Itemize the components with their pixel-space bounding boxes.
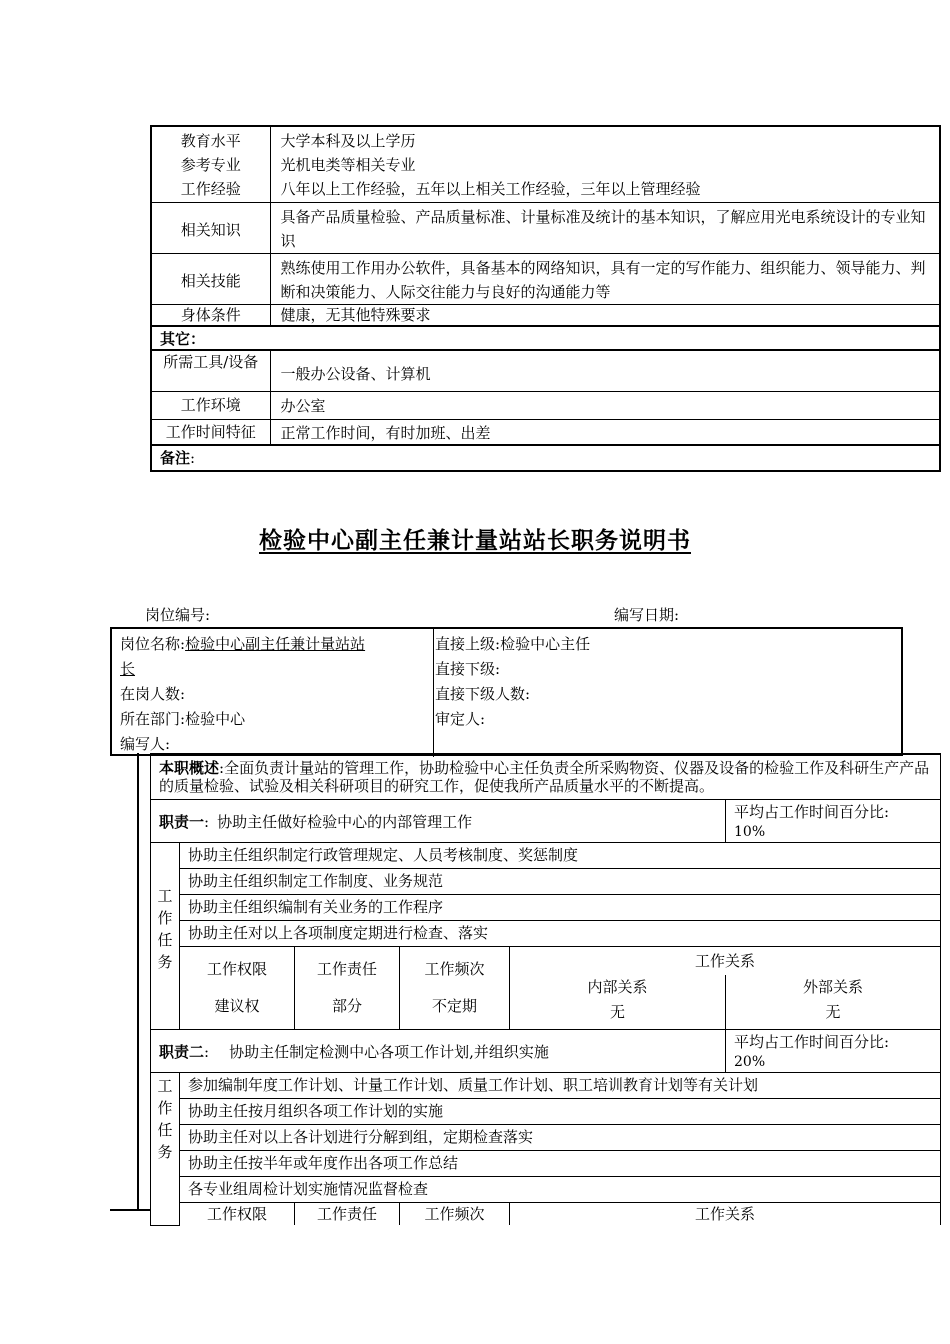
subordinate-label: 直接下级: [435, 660, 501, 678]
tools-label: 所需工具/设备 [151, 350, 270, 392]
duty-2-percent [726, 1030, 941, 1073]
duty-2-authority-header: 工作权限 [180, 1203, 295, 1226]
summary-row [151, 754, 941, 800]
page-title: 检验中心副主任兼计量站站长职务说明书 [259, 528, 691, 554]
summary-colon: : [219, 759, 225, 777]
post-info-right [435, 632, 590, 732]
education-value: 大学本科及以上学历 [280, 132, 416, 150]
duty-2-task-label [151, 1073, 180, 1226]
duty-1-authority: 建议权 [214, 997, 260, 1015]
duty-1-relation-header: 工作关系 [510, 947, 941, 976]
post-number-label: 岗位编号: [145, 606, 211, 624]
remark-heading: 备注 [160, 449, 191, 467]
duty-1-percent [726, 800, 941, 843]
duty-1-task-2: 协助主任组织制定工作制度、业务规范 [180, 869, 941, 895]
duty-2-task-4: 协助主任按半年或年度作出各项工作总结 [180, 1151, 941, 1177]
duty-1-percent-label: 平均占工作时间百分比: [734, 803, 890, 821]
frequency-header: 工作频次 [424, 960, 485, 978]
major-label: 参考专业 [180, 156, 241, 174]
other-heading-colon: ： [190, 330, 206, 348]
time-value: 正常工作时间，有时加班、出差 [270, 420, 940, 446]
duty-1-task-label [151, 843, 180, 1030]
duty-2-task-3: 协助主任对以上各计划进行分解到组，定期检查落实 [180, 1125, 941, 1151]
duty-1-internal-cell [510, 975, 726, 1030]
department-line [120, 707, 433, 732]
duty-2-header [151, 1030, 726, 1073]
authority-header: 工作权限 [206, 960, 267, 978]
post-name-label: 岗位名称: [120, 635, 186, 653]
duty-2-frequency-header: 工作频次 [400, 1203, 510, 1226]
duty-1-responsibility-cell [295, 947, 400, 1030]
summary-label: 本职概述 [159, 759, 220, 777]
environment-value: 办公室 [270, 392, 940, 420]
duty-2-colon: : [204, 1042, 210, 1061]
duty-1-external: 无 [825, 1003, 841, 1021]
duties-table [150, 753, 941, 1226]
duty-2-percent-value: 20% [734, 1054, 766, 1070]
subordinate-count-label: 直接下级人数: [435, 685, 531, 703]
task-label-text: 工作任务 [157, 887, 173, 971]
duty-1-header [151, 800, 726, 843]
summary-text: 全面负责计量站的管理工作，协助检验中心主任负责全所采购物资、仪器及设备的检验工作及科研生产产品的质量检验、试验及相关科研项目的研究工作，促使我所产品质量水平的不断提高。 [159, 759, 930, 795]
write-date-label: 编写日期: [614, 606, 680, 624]
writer-label: 编写人: [120, 735, 171, 753]
duty-2-task-1: 参加编制年度工作计划、计量工作计划、质量工作计划、职工培训教育计划等有关计划 [180, 1073, 941, 1099]
duty-1-authority-cell [180, 947, 295, 1030]
duty-1-colon: : [204, 812, 210, 831]
major-value: 光机电类等相关专业 [280, 156, 416, 174]
duty-2-task-2: 协助主任按月组织各项工作计划的实施 [180, 1099, 941, 1125]
duty-1-task-1: 协助主任组织制定行政管理规定、人员考核制度、奖惩制度 [180, 843, 941, 869]
requirements-table [150, 125, 941, 472]
health-label: 身体条件 [151, 305, 270, 327]
post-name-value: 检验中心副主任兼计量站站 [185, 635, 366, 653]
external-header: 外部关系 [802, 978, 863, 996]
remark-colon: : [190, 449, 196, 467]
superior-value: 检验中心主任 [500, 635, 591, 653]
post-name-line [120, 632, 433, 657]
duty-2-desc: 协助主任制定检测中心各项工作计划,并组织实施 [229, 1042, 549, 1061]
req-labels [151, 126, 270, 203]
internal-header: 内部关系 [587, 978, 648, 996]
skills-value: 熟练使用工作用办公软件，具备基本的网络知识，具有一定的写作能力、组织能力、领导能力、判断和决策能力、人际交往能力与良好的沟通能力等 [270, 254, 940, 305]
duty-1-task-4: 协助主任对以上各项制度定期进行检查、落实 [180, 921, 941, 947]
duty-1-frequency-cell [400, 947, 510, 1030]
knowledge-value: 具备产品质量检验、产品质量标准、计量标准及统计的基本知识，了解应用光电系统设计的专业知识 [270, 203, 940, 254]
experience-label: 工作经验 [180, 180, 241, 198]
approver-label: 审定人: [435, 710, 486, 728]
remark-row [151, 445, 940, 471]
duty-1-task-3: 协助主任组织编制有关业务的工作程序 [180, 895, 941, 921]
duty-2-label: 职责二 [159, 1042, 205, 1061]
department-label: 所在部门: [120, 710, 186, 728]
other-heading: 其它 [160, 330, 191, 348]
health-value: 健康，无其他特殊要求 [270, 305, 940, 327]
duty-1-percent-value: 10% [734, 824, 766, 840]
knowledge-label: 相关知识 [151, 203, 270, 254]
duty-1-label: 职责一 [159, 812, 205, 831]
other-heading-row [151, 326, 940, 350]
superior-label: 直接上级: [435, 635, 501, 653]
responsibility-header: 工作责任 [316, 960, 377, 978]
skills-label: 相关技能 [151, 254, 270, 305]
duty-2-task-5: 各专业组周检计划实施情况监督检查 [180, 1177, 941, 1203]
post-name-value-cont: 长 [120, 660, 136, 678]
left-border-line [137, 753, 139, 1211]
post-info-box [110, 627, 903, 756]
staff-count-label: 在岗人数: [120, 685, 186, 703]
bottom-border-line [110, 1209, 151, 1211]
education-label: 教育水平 [180, 132, 241, 150]
duty-2-percent-label: 平均占工作时间百分比: [734, 1033, 890, 1051]
duty-1-external-cell [726, 975, 941, 1030]
tools-value: 一般办公设备、计算机 [270, 350, 940, 392]
req-values [270, 126, 940, 203]
environment-label: 工作环境 [151, 392, 270, 420]
duty-2-responsibility-header: 工作责任 [295, 1203, 400, 1226]
task-label-text-2: 工作任务 [157, 1077, 173, 1161]
duty-1-internal: 无 [609, 1003, 625, 1021]
duty-1-responsibility: 部分 [331, 997, 362, 1015]
post-info-left [112, 629, 434, 757]
duty-1-desc: 协助主任做好检验中心的内部管理工作 [217, 812, 473, 831]
time-label: 工作时间特征 [151, 420, 270, 446]
duty-2-relation-header: 工作关系 [510, 1203, 941, 1226]
superior-line [435, 632, 590, 657]
experience-value: 八年以上工作经验，五年以上相关工作经验，三年以上管理经验 [280, 180, 701, 198]
department-value: 检验中心 [185, 710, 246, 728]
duty-1-frequency: 不定期 [431, 997, 477, 1015]
